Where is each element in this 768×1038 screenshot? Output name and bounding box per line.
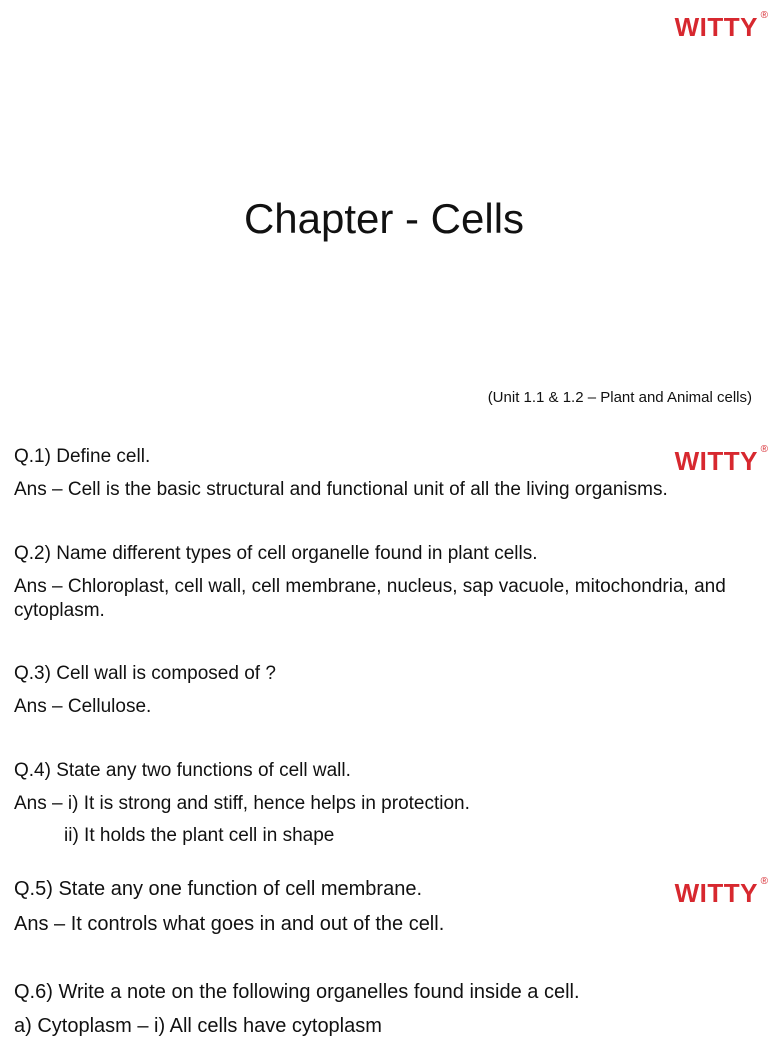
title-slide (0, 0, 768, 432)
answer-4-part-1: Ans – i) It is strong and stiff, hence helps in protection. (14, 793, 470, 814)
logo-text: WITTY (674, 446, 758, 476)
question-3: Q.3) Cell wall is composed of ? (14, 663, 276, 684)
registered-mark: ® (760, 444, 768, 455)
registered-mark: ® (760, 10, 768, 21)
answer-1: Ans – Cell is the basic structural and functional unit of all the living organisms. (14, 479, 668, 500)
question-5: Q.5) State any one function of cell membrane. (14, 878, 422, 900)
question-2: Q.2) Name different types of cell organelle found in plant cells. (14, 543, 538, 564)
registered-mark: ® (760, 876, 768, 887)
chapter-title: Chapter - Cells (243, 195, 525, 243)
unit-note: (Unit 1.1 & 1.2 – Plant and Animal cells) (487, 389, 752, 406)
answer-3: Ans – Cellulose. (14, 696, 152, 717)
qa-slide-2 (0, 864, 768, 1037)
logo-text: WITTY (674, 12, 758, 42)
question-1: Q.1) Define cell. (14, 446, 151, 467)
answer-2: Ans – Chloroplast, cell wall, cell membrane, nucleus, sap vacuole, mitochondria, and cytoplasm. (14, 576, 726, 621)
qa-slide-1 (0, 432, 768, 864)
answer-4-part-2: ii) It holds the plant cell in shape (64, 825, 335, 846)
question-4: Q.4) State any two functions of cell wall. (14, 760, 351, 781)
answer-5: Ans – It controls what goes in and out of the cell. (14, 913, 445, 935)
question-6: Q.6) Write a note on the following organelles found inside a cell. (14, 981, 580, 1003)
witty-logo (658, 878, 768, 918)
witty-logo (658, 446, 768, 486)
answer-6-partial: a) Cytoplasm – i) All cells have cytoplasm (14, 1015, 382, 1037)
witty-logo (658, 12, 768, 52)
logo-text: WITTY (674, 878, 758, 908)
